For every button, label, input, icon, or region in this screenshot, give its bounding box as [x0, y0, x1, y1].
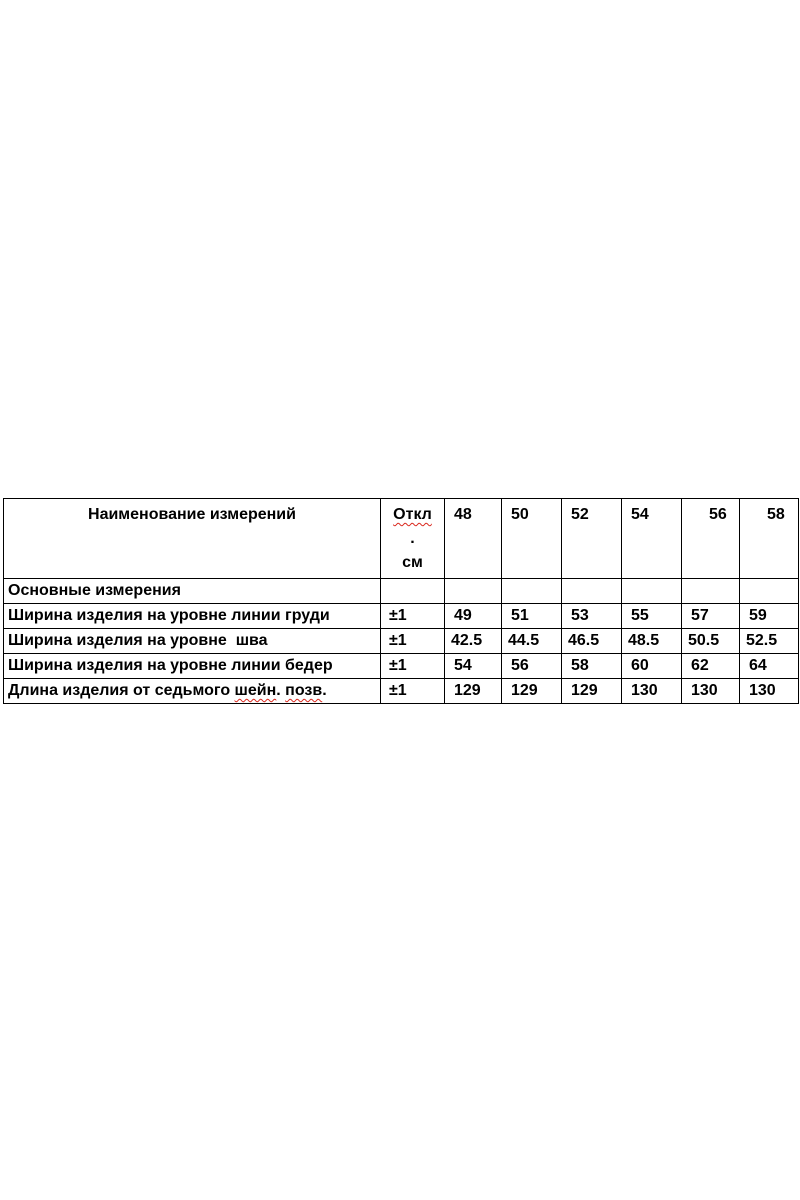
- measurement-name-part: Длина изделия от седьмого: [8, 682, 235, 699]
- measurement-name: [4, 679, 381, 704]
- header-size-48: 48: [445, 499, 502, 579]
- size-value: 54: [445, 654, 502, 679]
- empty-cell: [562, 579, 622, 604]
- measurement-name-part: позв: [285, 682, 323, 699]
- size-value: 55: [622, 604, 682, 629]
- header-size-50: 50: [502, 499, 562, 579]
- measurement-name: Ширина изделия на уровне линии груди: [4, 604, 381, 629]
- empty-cell: [381, 579, 445, 604]
- size-chart-table: [3, 498, 799, 704]
- header-tolerance-line1: Откл: [393, 506, 432, 523]
- empty-cell: [445, 579, 502, 604]
- measurement-name: Ширина изделия на уровне шва: [4, 629, 381, 654]
- size-value: 130: [740, 679, 799, 704]
- size-value: 53: [562, 604, 622, 629]
- section-row: [4, 579, 799, 604]
- empty-cell: [682, 579, 740, 604]
- size-value: 50.5: [682, 629, 740, 654]
- table-row: [4, 629, 799, 654]
- table-row: [4, 654, 799, 679]
- size-value: 64: [740, 654, 799, 679]
- tolerance-value: ±1: [381, 679, 445, 704]
- tolerance-value: ±1: [381, 654, 445, 679]
- size-value: 59: [740, 604, 799, 629]
- measurement-name: Ширина изделия на уровне линии бедер: [4, 654, 381, 679]
- size-value: 57: [682, 604, 740, 629]
- table-row: [4, 679, 799, 704]
- header-tolerance-line2: .: [410, 530, 415, 547]
- size-value: 48.5: [622, 629, 682, 654]
- table-row: [4, 604, 799, 629]
- tolerance-value: ±1: [381, 629, 445, 654]
- header-size-52: 52: [562, 499, 622, 579]
- size-value: 130: [682, 679, 740, 704]
- table-header-row: [4, 499, 799, 579]
- size-value: 129: [502, 679, 562, 704]
- size-value: 60: [622, 654, 682, 679]
- size-value: 130: [622, 679, 682, 704]
- size-value: 56: [502, 654, 562, 679]
- size-value: 129: [562, 679, 622, 704]
- header-size-58: 58: [740, 499, 799, 579]
- size-value: 44.5: [502, 629, 562, 654]
- measurement-name-part: .: [322, 682, 327, 699]
- header-tolerance: [381, 499, 445, 579]
- measurement-name-part: .: [276, 682, 286, 699]
- header-measurement-name: Наименование измерений: [4, 499, 381, 579]
- empty-cell: [502, 579, 562, 604]
- size-value: 42.5: [445, 629, 502, 654]
- empty-cell: [740, 579, 799, 604]
- size-value: 49: [445, 604, 502, 629]
- tolerance-value: ±1: [381, 604, 445, 629]
- size-value: 52.5: [740, 629, 799, 654]
- header-tolerance-line3: см: [402, 554, 423, 571]
- size-value: 46.5: [562, 629, 622, 654]
- measurement-name-part: шейн: [234, 682, 277, 699]
- empty-cell: [622, 579, 682, 604]
- size-value: 51: [502, 604, 562, 629]
- size-value: 62: [682, 654, 740, 679]
- size-value: 129: [445, 679, 502, 704]
- header-size-54: 54: [622, 499, 682, 579]
- section-title: Основные измерения: [4, 579, 381, 604]
- size-value: 58: [562, 654, 622, 679]
- header-size-56: 56: [682, 499, 740, 579]
